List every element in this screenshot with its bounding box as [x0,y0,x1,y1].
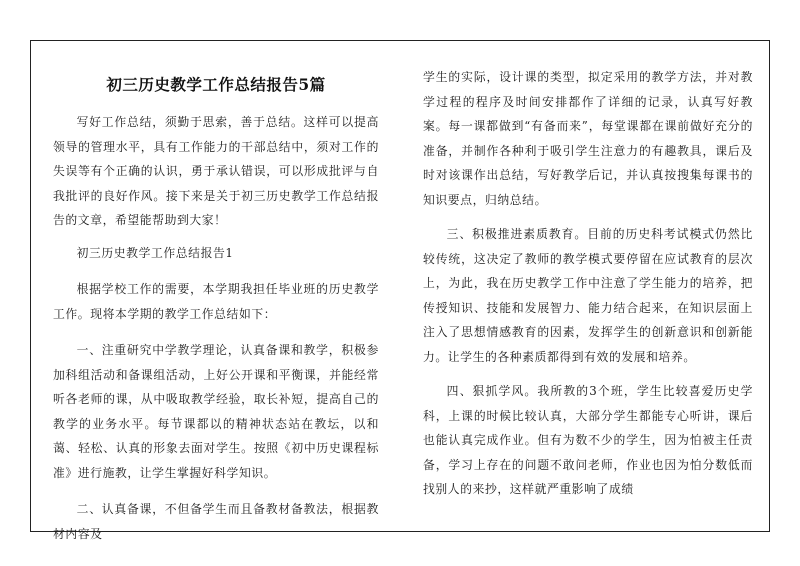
intro-paragraph: 写好工作总结，须勤于思索，善于总结。这样可以提高领导的管理水平，具有工作能力的干部总结中，须对工作的失误等有个正确的认识，勇于承认错误，可以形成批评与自我批评的良好作风。接下来是关于初三历史教学工作总结报告的文章，希望能帮助到大家！ [53,115,379,227]
paragraph-point-four: 四、狠抓学风。我所教的3个班，学生比较喜爱历史学科，上课的时候比较认真，大部分学生都能专心听讲，课后也能认真完成作业。但有为数不少的学生，因为怕被主任责备，学习上存在的问题不敢问老师，作业也因为怕分数低而找别人的来抄，这样就严重影响了成绩 [423,384,753,496]
paragraph-point-two-continued: 学生的实际，设计课的类型，拟定采用的教学方法，并对教学过程的程序及时间安排都作了详细的记录，认真写好教案。每一课都做到“有备而来”，每堂课都在课前做好充分的准备，并制作各种利于吸引学生注意力的有趣教具，课后及时对该课作出总结，写好教学后记，并认真按搜集每课书的知识要点，归纳总结。 [423,70,753,207]
right-column [401,41,771,531]
paragraph-overview: 根据学校工作的需要，本学期我担任毕业班的历史教学工作。现将本学期的教学工作总结如下： [53,282,379,321]
paragraph-point-one: 一、注重研究中学教学理论，认真备课和教学，积极参加科组活动和备课组活动，上好公开课和平衡课，并能经常听各老师的课，从中吸取教学经验，取长补短，提高自己的教学的业务水平。每节课都以的精神状态站在教坛，以和蔼、轻松、认真的形象去面对学生。按照《初中历史课程标准》进行施教，让学生掌握好科学知识。 [53,343,379,480]
right-column-body [423,65,753,502]
report-subtitle: 初三历史教学工作总结报告1 [76,245,234,260]
paragraph-point-three: 三、积极推进素质教育。目前的历史科考试模式仍然比较传统，这决定了教师的教学模式要停留在应试教育的层次上，为此，我在历史教学工作中注意了学生能力的培养，把传授知识、技能和发展智力、能力结合起来，在知识层面上注入了思想情感教育的因素，发挥学生的创新意识和创新能力。让学生的各种素质都得到有效的发展和培养。 [423,227,753,364]
left-column [31,41,401,541]
document-page [30,40,770,541]
left-column-body [53,110,379,546]
document-title: 初三历史教学工作总结报告5篇 [106,75,326,94]
paragraph-point-two-start: 二、认真备课，不但备学生而且备教材备教法，根据教材内容及 [53,502,379,541]
